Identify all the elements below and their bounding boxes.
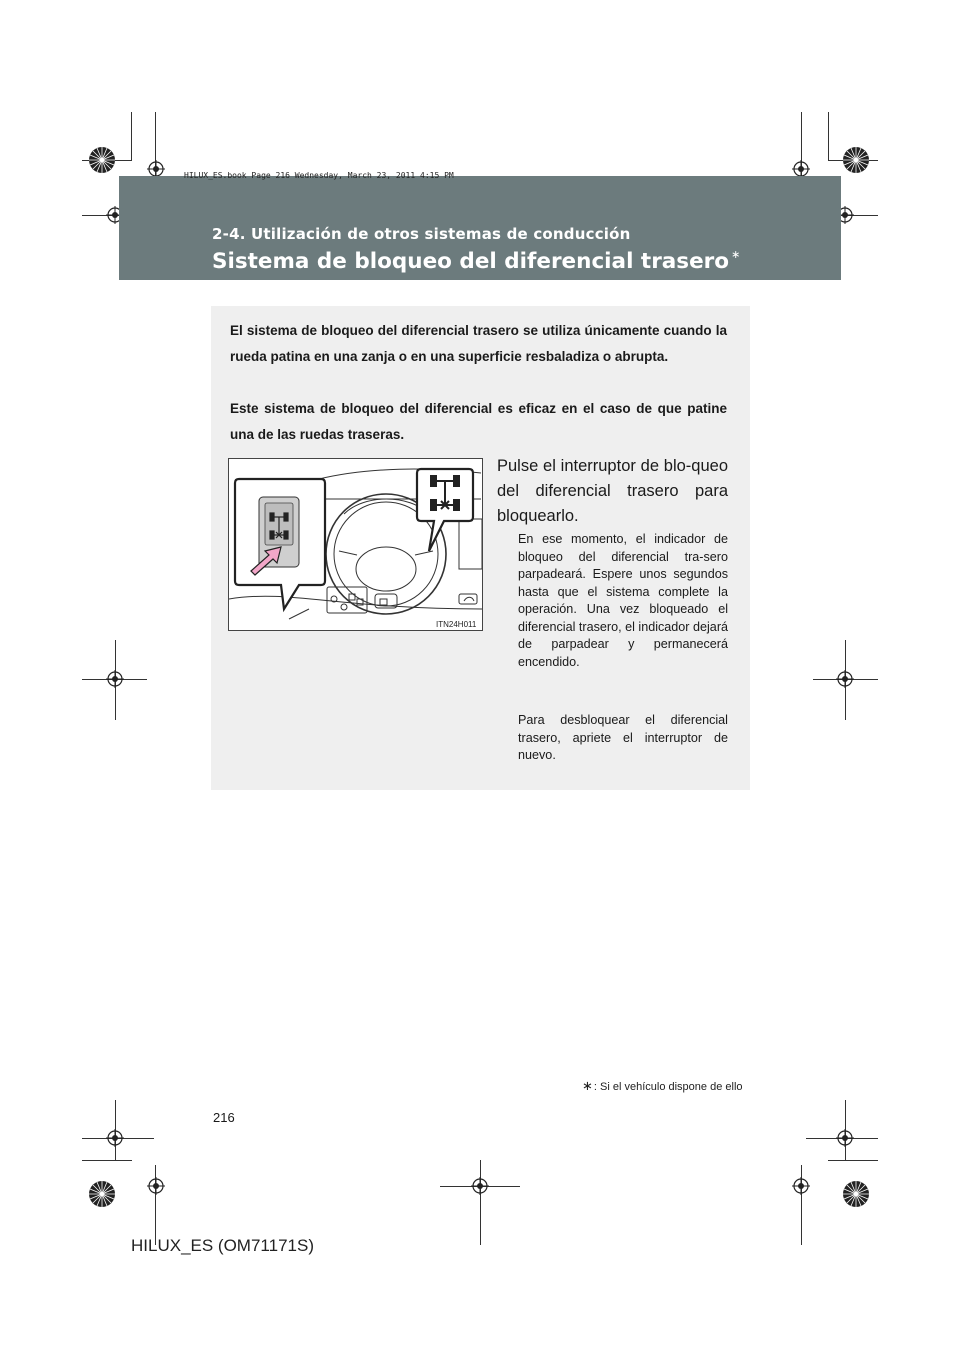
footnote: [582, 1078, 750, 1094]
starburst-mark-icon: [842, 1180, 870, 1208]
crop-line: [828, 1160, 878, 1161]
page-title: [212, 248, 740, 274]
instruction-step: Pulse el interruptor de blo-queo del diferencial trasero para bloquearlo.: [497, 457, 728, 525]
crosshair-mark-icon: [471, 1177, 489, 1195]
dashboard-illustration: [228, 458, 483, 631]
section-label: 2-4. Utilización de otros sistemas de conducción: [212, 225, 631, 243]
footnote-text: : Si el vehículo dispone de ello: [593, 1081, 743, 1093]
intro-paragraph: Este sistema de bloqueo del diferencial es eficaz en el caso de que patine una de las ruedas traseras.: [230, 401, 727, 442]
starburst-mark-icon: [88, 1180, 116, 1208]
crop-line: [828, 112, 829, 160]
footnote-marker: ∗: [582, 1078, 593, 1093]
crosshair-mark-icon: [836, 670, 854, 688]
crop-line: [480, 1160, 481, 1245]
crosshair-mark-icon: [106, 670, 124, 688]
page-number: 216: [213, 1110, 235, 1125]
instruction-detail: En ese momento, el indicador de bloqueo del diferencial tra-sero parpadeará. Espere unos segundos hasta que el sistema complete la operación. Una vez bloqueado el diferencial trasero, el indicador dejará de parpadear y permanecerá encendido.: [518, 532, 729, 669]
crosshair-mark-icon: [836, 1129, 854, 1147]
intro-paragraph: El sistema de bloqueo del diferencial trasero se utiliza únicamente cuando la rueda patina en una zanja o en una superficie resbaladiza o abrupta.: [230, 323, 727, 364]
crosshair-mark-icon: [106, 1129, 124, 1147]
dashboard-drawing: [229, 459, 482, 630]
starburst-mark-icon: [842, 146, 870, 174]
crosshair-mark-icon: [147, 1177, 165, 1195]
running-head: HILUX_ES.book Page 216 Wednesday, March 23, 2011 4:15 PM: [184, 171, 454, 180]
figure-code: ITN24H011: [436, 620, 477, 629]
manual-code: HILUX_ES (OM71171S): [131, 1236, 314, 1255]
page-title-text: Sistema de bloqueo del diferencial trasero: [212, 249, 730, 274]
crop-line: [82, 1160, 132, 1161]
crosshair-mark-icon: [792, 1177, 810, 1195]
starburst-mark-icon: [88, 146, 116, 174]
instruction-detail: Para desbloquear el diferencial trasero, apriete el interruptor de nuevo.: [518, 713, 728, 762]
crop-line: [131, 112, 132, 160]
optional-equipment-marker: ∗: [731, 248, 741, 261]
